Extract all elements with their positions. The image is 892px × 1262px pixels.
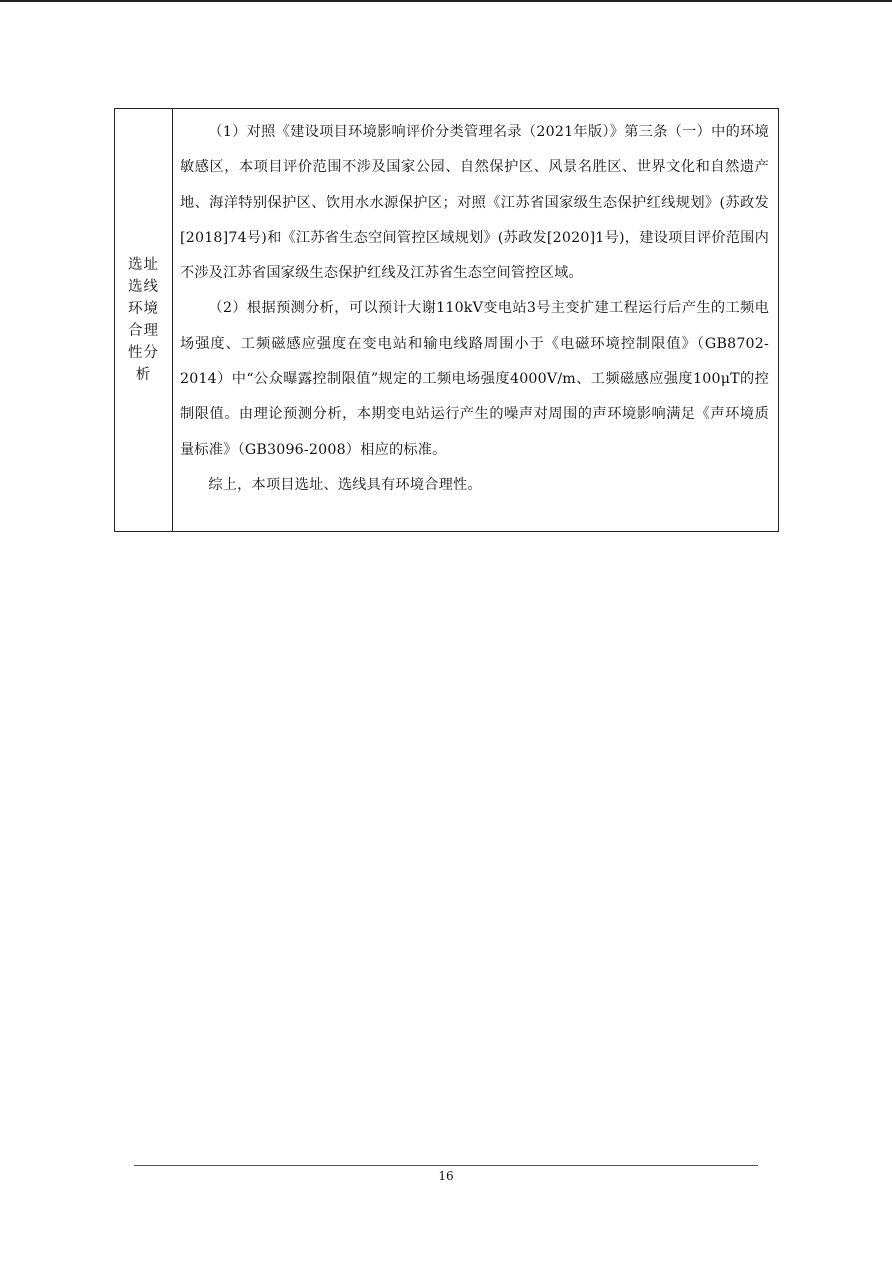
paragraph-prediction-analysis: （2）根据预测分析，可以预计大谢110kV变电站3号主变扩建工程运行后产生的工频电场强度、工频磁感应强度在变电站和输电线路周围小于《电磁环境控制限值》（GB8702-2014）中“公众曝露控制限值”规定的工频电场强度4000V/m、工频磁感应强度100μT的控制限值。由理论预测分析，本期变电站运行产生的噪声对周围的声环境影响满足《声环境质量标准》（GB3096-2008）相应的标准。 <box>180 300 769 458</box>
page-number: 16 <box>438 1169 454 1183</box>
top-border-line <box>0 0 892 2</box>
row-content-cell <box>173 109 778 531</box>
footer-divider <box>134 1165 758 1166</box>
site-selection-table <box>114 108 779 532</box>
row-label: 选址选线环境合理性分析 <box>128 257 159 383</box>
paragraph-conclusion: 综上，本项目选址、选线具有环境合理性。 <box>208 476 482 493</box>
row-label-cell <box>115 109 173 531</box>
paragraph-sensitive-areas: （1）对照《建设项目环境影响评价分类管理名录（2021年版）》第三条（一）中的环境敏感区，本项目评价范围不涉及国家公园、自然保护区、风景名胜区、世界文化和自然遗产地、海洋特别保护区、饮用水水源保护区；对照《江苏省国家级生态保护红线规划》(苏政发[2018]74号)和《江苏省生态空间管控区域规划》(苏政发[2020]1号)，建设项目评价范围内不涉及江苏省国家级生态保护红线及江苏省生态空间管控区域。 <box>180 124 769 282</box>
